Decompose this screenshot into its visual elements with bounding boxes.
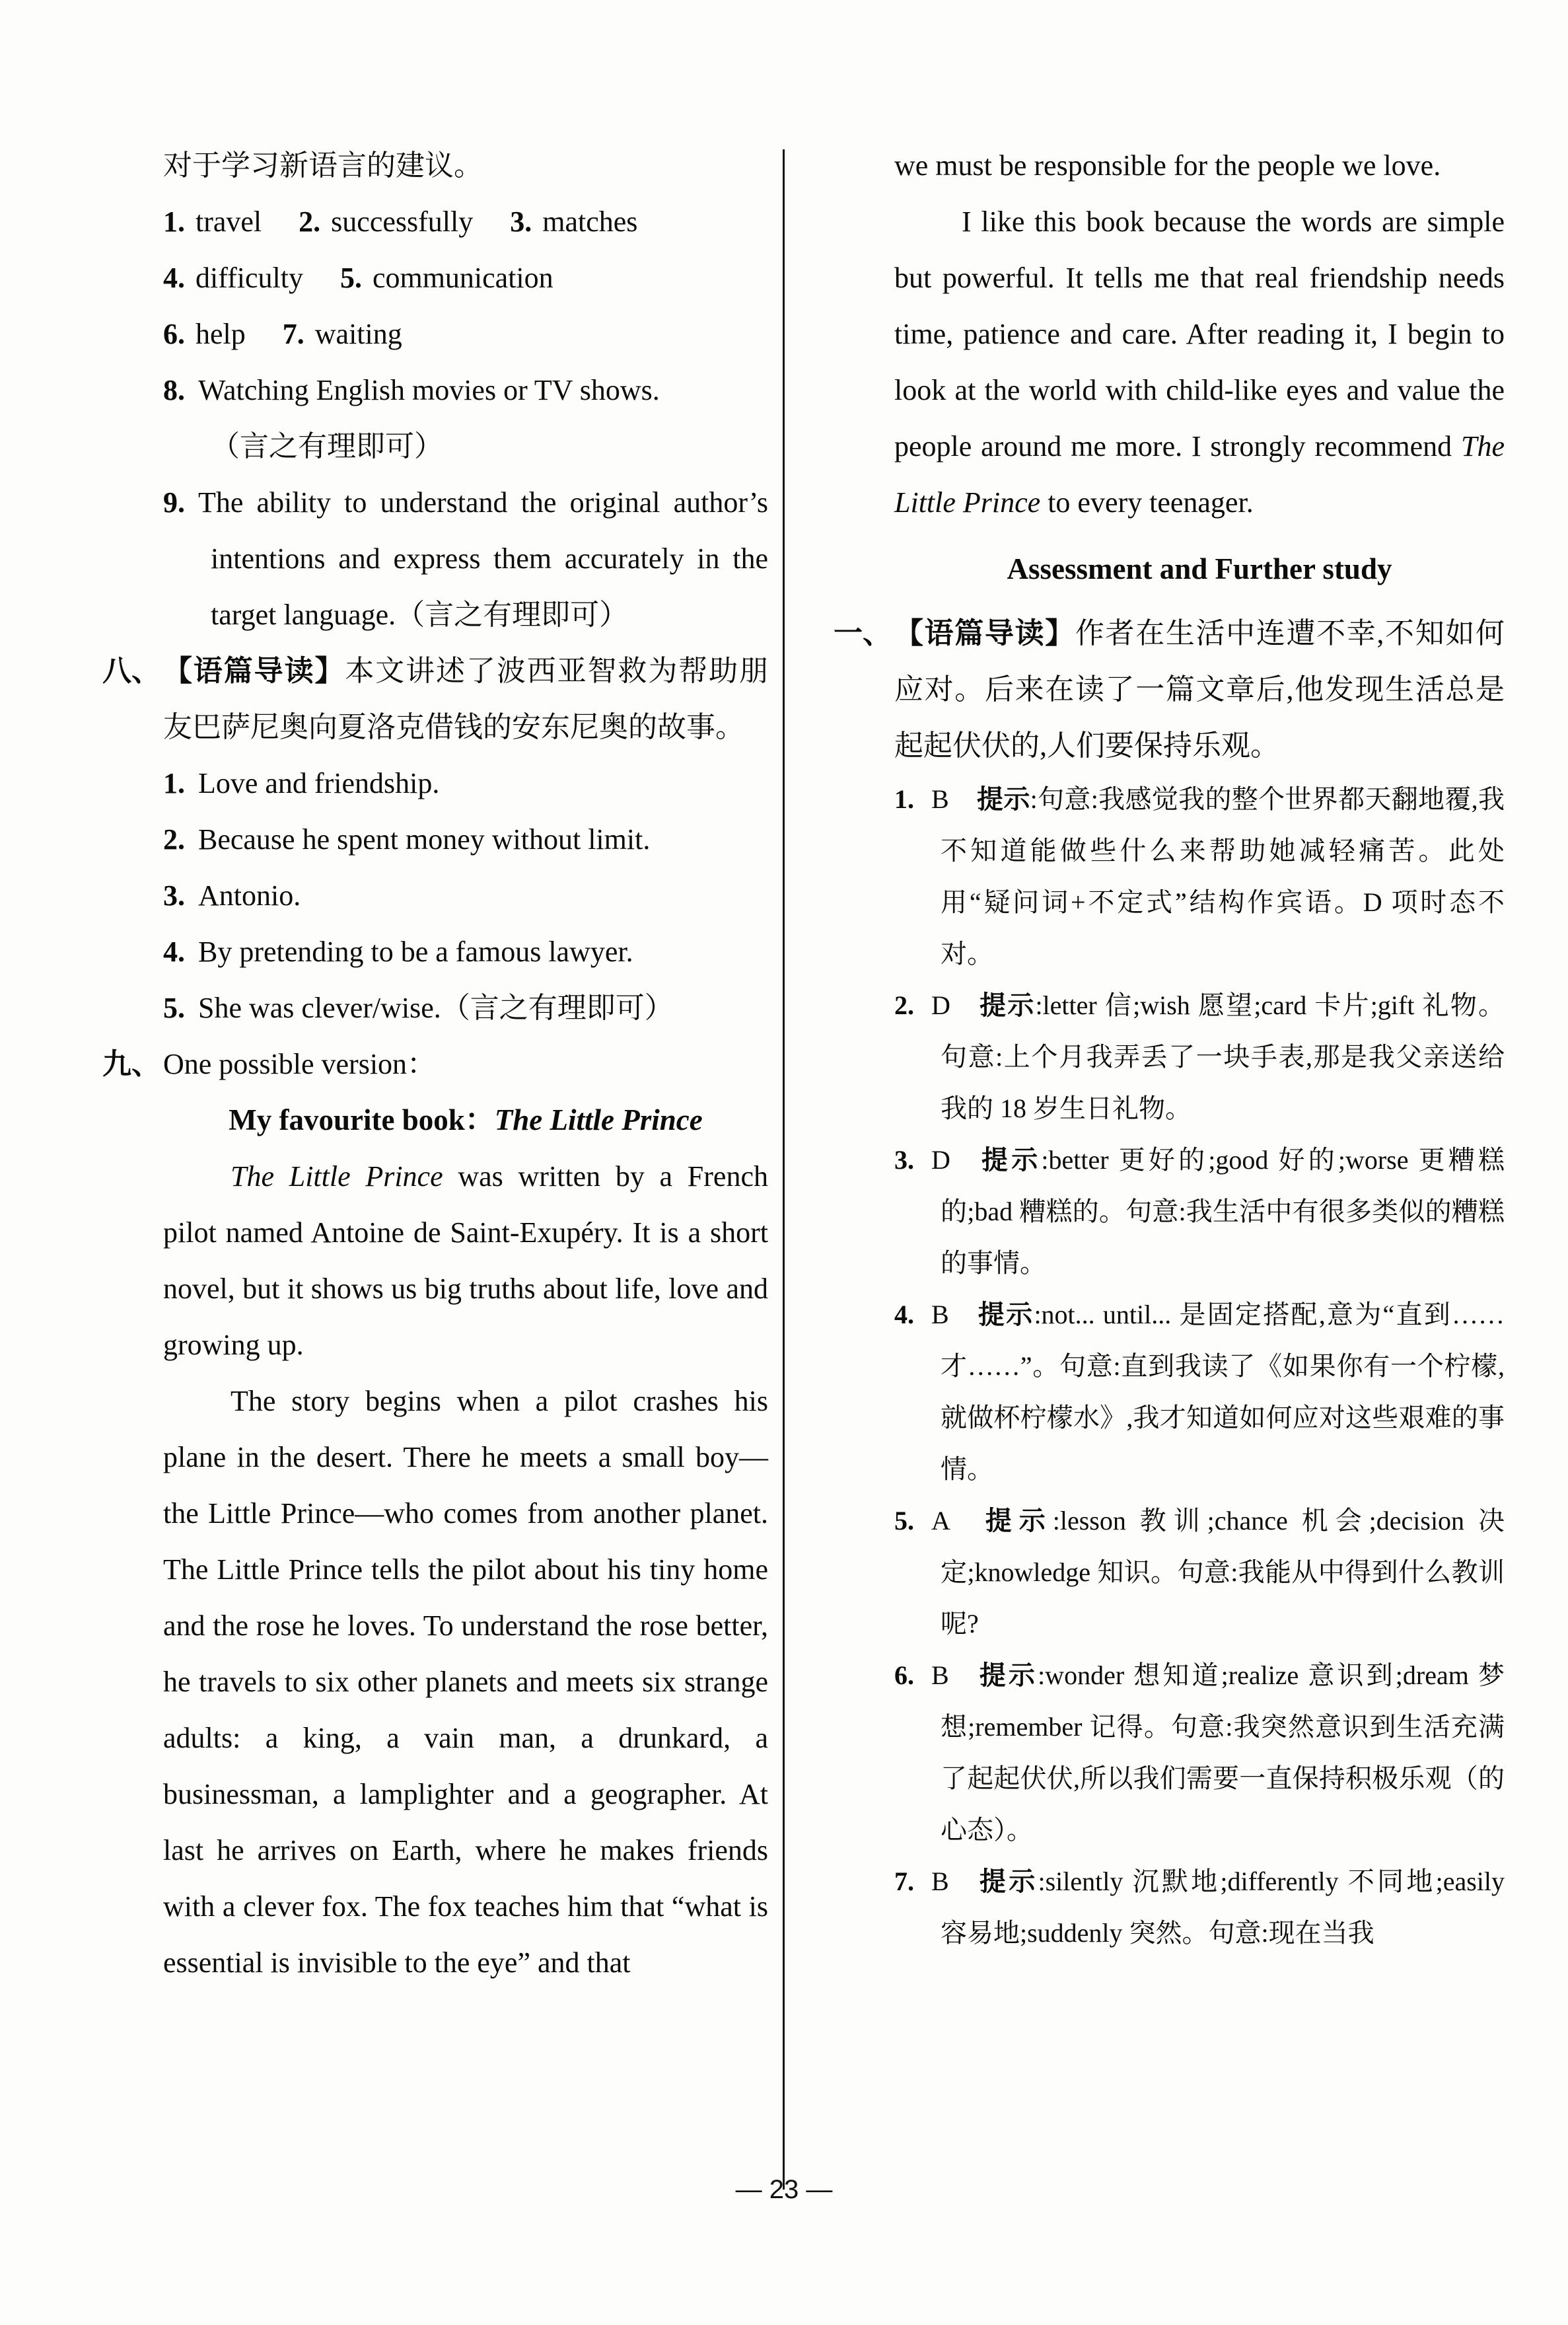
tip-label: 提示 (978, 1506, 1053, 1535)
essay-title-book: The Little Prince (494, 1103, 703, 1136)
answer-number: 8. (163, 374, 185, 406)
guide-text: 本文讲述了波西亚智救为帮助朋友巴萨尼奥向夏洛克借钱的安东尼奥的故事。 (163, 655, 769, 743)
answer-item (163, 924, 768, 980)
guide-text: 作者在生活中连遭不幸,不知如何应对。后来在读了一篇文章后,他发现生活总是起起伏伏的,人们要保持乐观。 (894, 617, 1505, 762)
unit-heading: Assessment and Further study (1007, 552, 1392, 585)
explanation-text: :句意:我感觉我的整个世界都天翻地覆,我不知道能做些什么来帮助她减轻痛苦。此处用“疑问词+不定式”结构作宾语。D 项时态不对。 (941, 784, 1505, 969)
essay-paragraph (163, 1148, 768, 1373)
fill-answer (340, 262, 553, 294)
paragraph-text: I like this book because the words are simple but powerful. It tells me that real friendship needs time, patience and care. After reading it, I begin to look at the world with child-like eyes and value the people around me more. I strongly recommend (894, 205, 1505, 462)
answer-number: 5. (163, 992, 185, 1024)
section-label: 一、 (834, 617, 892, 649)
answer-explanation-item (894, 1856, 1505, 1959)
answer-text: Because he spent money without limit. (198, 823, 651, 856)
answer-text: She was clever/wise.（言之有理即可） (198, 992, 674, 1024)
answer-text: Antonio. (198, 879, 301, 912)
answer-letter: A (931, 1506, 950, 1535)
answer-item (163, 755, 768, 811)
answer-text: communication (372, 262, 553, 294)
fill-answer-line (163, 194, 768, 250)
answer-number: 4. (163, 936, 185, 968)
essay-section (102, 1036, 768, 1092)
tip-label: 提示 (978, 1146, 1042, 1175)
book-title: The Little Prince (231, 1160, 443, 1193)
section-label: 九、 (102, 1048, 160, 1080)
tip-label: 提示 (976, 785, 1030, 814)
answer-item (163, 980, 768, 1036)
answer-letter: B (931, 1300, 949, 1329)
answer-item (163, 474, 768, 643)
explanation-text: :better 更好的;good 好的;worse 更糟糕的;bad 糟糕的。句意:我生活中有很多类似的糟糕的事情。 (941, 1145, 1505, 1278)
answer-number: 7. (894, 1866, 914, 1896)
answer-text: matches (542, 205, 638, 238)
answer-number: 1. (163, 205, 185, 238)
passage-guide-section (102, 643, 769, 755)
answer-item (163, 362, 768, 418)
answer-letter: B (931, 1866, 949, 1896)
answer-number: 6. (894, 1660, 914, 1690)
guide-tag: 【语篇导读】 (163, 655, 345, 687)
fill-answer (163, 262, 303, 294)
answer-explanation-item (894, 1289, 1505, 1495)
tip-label: 提示 (976, 1661, 1038, 1690)
answer-explanation-item (894, 774, 1505, 980)
tip-label: 提示 (976, 1300, 1034, 1329)
answer-text: travel (196, 205, 262, 238)
answer-letter: D (931, 990, 950, 1020)
fill-answer-line (163, 250, 768, 306)
answer-number: 2. (163, 823, 185, 856)
paragraph-text: to every teenager. (1040, 486, 1254, 519)
answer-item (163, 811, 768, 867)
page-number: — 23 — (735, 2175, 833, 2204)
answer-explanation-item (894, 1650, 1505, 1856)
guide-tag: 【语篇导读】 (894, 617, 1075, 649)
carryover-line: 对于学习新语言的建议。 (163, 149, 483, 182)
answer-number: 1. (163, 767, 185, 799)
passage-guide-section (834, 605, 1505, 774)
answer-note: （言之有理即可） (211, 430, 443, 462)
fill-answer (510, 205, 637, 238)
answer-text: difficulty (196, 262, 303, 294)
answer-letter: B (931, 784, 949, 814)
tip-label: 提示 (976, 1867, 1038, 1896)
essay-paragraph (894, 194, 1505, 531)
answer-text: By pretending to be a famous lawyer. (198, 936, 633, 968)
answer-number: 6. (163, 318, 185, 350)
answer-explanation-item (894, 980, 1505, 1134)
answer-number: 7. (282, 318, 304, 350)
answer-text: Watching English movies or TV shows. (198, 374, 660, 406)
fill-answer (299, 205, 473, 238)
answer-number: 4. (894, 1300, 914, 1329)
right-column (834, 137, 1505, 1959)
answer-number: 3. (163, 879, 185, 912)
answer-text: help (196, 318, 246, 350)
explanation-text: :not... until... 是固定搭配,意为“直到……才……”。句意:直到我读了《如果你有一个柠檬,就做杯柠檬水》,我才知道如何应对这些艰难的事情。 (941, 1300, 1505, 1484)
answer-number: 4. (163, 262, 185, 294)
essay-paragraph-continuation: we must be responsible for the people we love. (894, 149, 1441, 182)
fill-answer (283, 318, 402, 350)
essay-paragraph: The story begins when a pilot crashes his plane in the desert. There he meets a small boy—the Little Prince—who comes from another planet. The Little Prince tells the pilot about his tiny home and the rose he loves. To understand the rose better, he travels to six other planets and meets six strange adults: a king, a vain man, a drunkard, a businessman, a lamplighter and a geographer. At last he arrives on Earth, where he makes friends with a clever fox. The fox teaches him that “what is essential is invisible to the eye” and that (163, 1385, 768, 1979)
answer-number: 3. (510, 205, 532, 238)
answer-explanation-item (894, 1495, 1505, 1650)
explanation-text: :silently 沉默地;differently 不同地;easily 容易地;suddenly 突然。句意:现在当我 (941, 1866, 1505, 1948)
answer-item (163, 867, 768, 924)
answer-text: The ability to understand the original author’s intentions and express them accurately in the target language.（言之有理即可） (198, 486, 768, 631)
answer-number: 2. (894, 990, 914, 1020)
essay-title-text: My favourite book： (229, 1103, 495, 1136)
section-label: 八、 (102, 655, 160, 687)
answer-number: 5. (894, 1506, 914, 1535)
answer-number: 1. (894, 784, 914, 814)
answer-number: 2. (299, 205, 321, 238)
answer-text: successfully (331, 205, 474, 238)
book-title: The Little Prince (894, 430, 1505, 519)
answer-explanation-item (894, 1134, 1505, 1289)
explanation-text: :lesson 教训;chance 机会;decision 决定;knowledge 知识。句意:我能从中得到什么教训呢? (941, 1506, 1505, 1639)
answer-letter: D (931, 1145, 950, 1175)
answer-text: Love and friendship. (198, 767, 440, 799)
answer-number: 3. (894, 1145, 914, 1175)
answer-letter: B (931, 1660, 949, 1690)
paragraph-text: was written by a French pilot named Antoine de Saint-Exupéry. It is a short novel, but it shows us big truths about life, love and growing up. (163, 1160, 768, 1361)
fill-answer (163, 318, 246, 350)
answer-number: 5. (339, 262, 362, 294)
fill-answer (163, 205, 262, 238)
tip-label: 提示 (978, 991, 1036, 1020)
answer-text: waiting (314, 318, 402, 350)
section-text: One possible version： (163, 1048, 437, 1080)
answer-explanations (894, 774, 1505, 1959)
explanation-text: :letter 信;wish 愿望;card 卡片;gift 礼物。句意:上个月我弄丢了一块手表,那是我父亲送给我的 18 岁生日礼物。 (941, 990, 1505, 1123)
left-column (102, 137, 768, 1991)
essay-title (163, 1092, 768, 1148)
fill-answer-line (163, 306, 768, 362)
column-divider (783, 149, 785, 2190)
answer-number: 9. (163, 486, 185, 519)
explanation-text: :wonder 想知道;realize 意识到;dream 梦想;remember 记得。句意:我突然意识到生活充满了起起伏伏,所以我们需要一直保持积极乐观（的心态）。 (941, 1660, 1505, 1845)
